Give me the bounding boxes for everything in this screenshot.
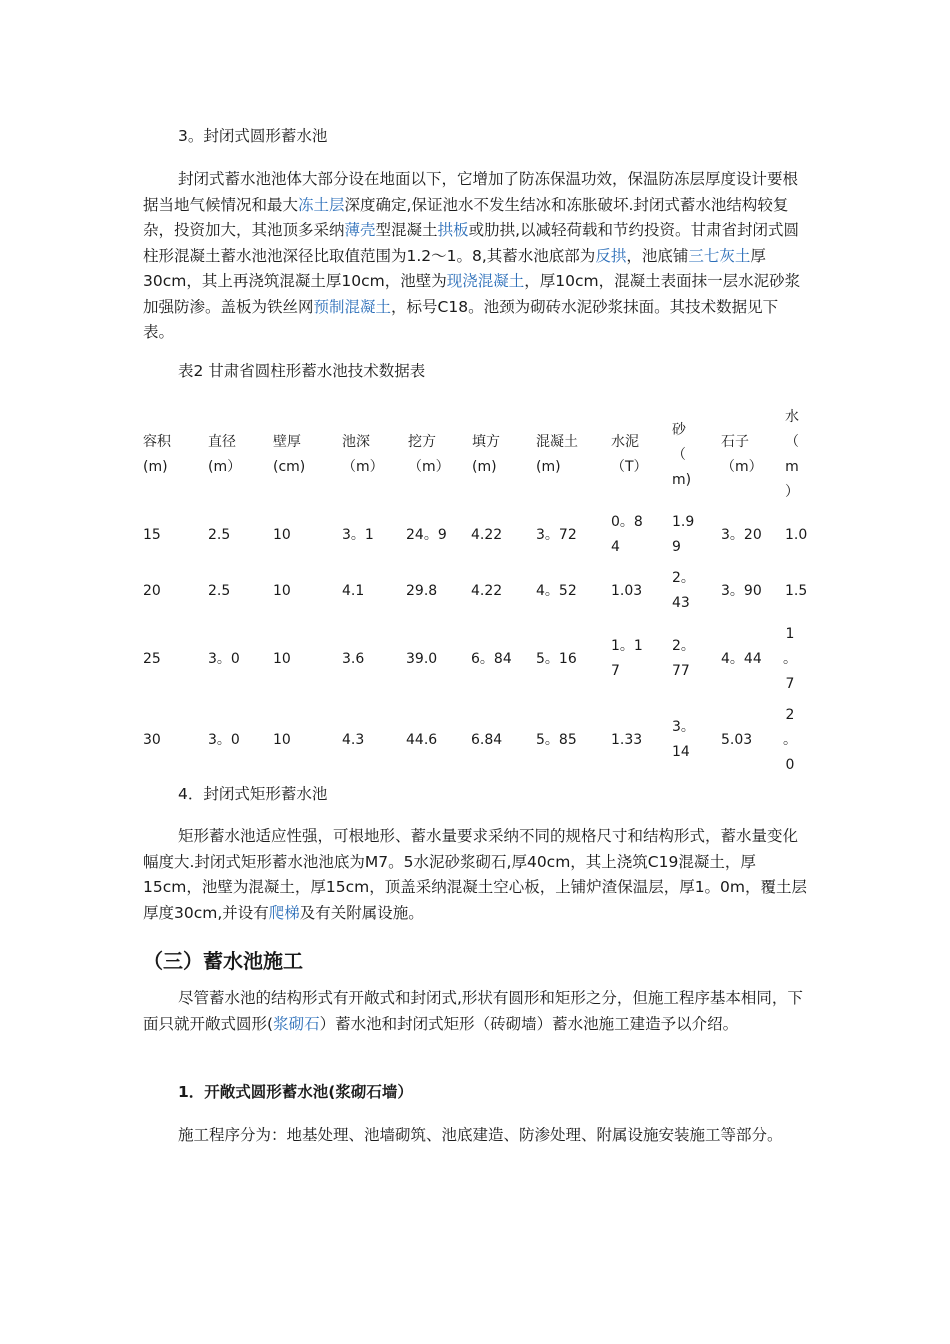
table-cell: 24。9 [406, 527, 447, 543]
table-cell: 4。52 [536, 583, 577, 599]
table-cell: 5.03 [721, 732, 753, 748]
text-run: 型混凝土 [375, 221, 438, 239]
table-cell: 39.0 [406, 651, 438, 667]
text-run: ）蓄水池和封闭式矩形（砖砌墙）蓄水池施工建造予以介绍。 [319, 1014, 739, 1033]
procedure-paragraph: 施工程序分为：地基处理、池墙砌筑、池底建造、防渗处理、附属设施安装施工等部分。 [178, 1126, 783, 1144]
header-concrete: 混凝土 (m) [536, 434, 578, 475]
table-cell: 2。 77 [672, 638, 695, 679]
table-caption: 表2 甘肃省圆柱形蓄水池技术数据表 [178, 362, 426, 380]
table-cell: 29.8 [406, 583, 438, 599]
text-run: ，池底铺 [626, 246, 689, 265]
table-cell: 2。 43 [672, 570, 695, 611]
section-3-title: 3。封闭式圆形蓄水池 [178, 127, 328, 145]
section-4-title: 4．封闭式矩形蓄水池 [178, 785, 328, 803]
header-depth: 池深 （m） [342, 434, 384, 475]
table-cell: 15 [143, 527, 161, 543]
table-cell: 3。0 [208, 732, 240, 748]
table-cell: 3.6 [342, 651, 365, 667]
link-precast-concrete[interactable]: 预制混凝土 [313, 297, 392, 316]
text-run: 厚30cm，其上再浇筑混凝土厚10cm，池壁为 [143, 246, 766, 290]
table-cell: 3。1 [342, 527, 374, 543]
table-cell: 1.9 9 [672, 514, 695, 555]
text-run: ，标号C18。池颈为砌砖水泥砂浆抹面。其技术数据见下表。 [143, 297, 779, 341]
sub-heading: 1．开敞式圆形蓄水池(浆砌石墙） [178, 1083, 413, 1101]
table-cell: 4。44 [721, 651, 762, 667]
section-heading: （三）蓄水池施工 [143, 949, 303, 973]
section-4-paragraph [143, 824, 808, 926]
table-cell: 4.22 [471, 527, 503, 543]
table-cell: 25 [143, 651, 161, 667]
section-3-paragraph [143, 167, 808, 346]
link-ladder[interactable]: 爬梯 [268, 903, 300, 922]
header-excavation: 挖方 （m） [408, 434, 450, 475]
link-frozen-soil[interactable]: 冻土层 [298, 195, 345, 214]
table-cell: 10 [273, 651, 291, 667]
link-thin-shell[interactable]: 薄壳 [344, 221, 376, 239]
table-cell: 10 [273, 527, 291, 543]
table-cell: 4.1 [342, 583, 365, 599]
table-cell: 6.84 [471, 732, 503, 748]
table-cell: 44.6 [406, 732, 438, 748]
table-cell: 2 。 0 [783, 707, 797, 773]
text-run: 及有关附属设施。 [299, 903, 424, 922]
table-cell: 30 [143, 732, 161, 748]
link-arch-slab[interactable]: 拱板 [437, 221, 469, 239]
table-cell: 3。 14 [672, 719, 695, 760]
header-diameter: 直径 (m） [208, 434, 242, 475]
table-cell: 4.3 [342, 732, 365, 748]
table-cell: 1.03 [611, 583, 643, 599]
table-cell: 1.5 [785, 583, 808, 599]
table-cell: 0。8 4 [611, 514, 643, 555]
table-cell: 20 [143, 583, 161, 599]
text-run: 封闭式蓄水池池体大部分设在地面以下，它增加了防冻保温功效，保温防冻层厚度设计要根据当地气候情况和最大 [143, 170, 799, 214]
link-lime-soil[interactable]: 三七灰土 [688, 246, 751, 265]
link-inverted-arch[interactable]: 反拱 [595, 246, 627, 265]
table-cell: 10 [273, 583, 291, 599]
link-mortar-rubble[interactable]: 浆砌石 [273, 1014, 320, 1033]
link-cast-concrete[interactable]: 现浇混凝土 [446, 272, 525, 290]
table-cell: 1。1 7 [611, 638, 643, 679]
text-run: 矩形蓄水池适应性强，可根地形、蓄水量要求采纳不同的规格尺寸和结构形式，蓄水量变化幅度大.封闭式矩形蓄水池池底为M7。5水泥砂浆砌石,厚40cm，其上浇筑C19混凝土，厚15cm，池壁为混凝土，厚15cm，顶盖采纳混凝土空心板，上铺炉渣保温层，厚1。0m，覆土层厚度30cm,并设有 [143, 827, 808, 922]
table-cell: 4.22 [471, 583, 503, 599]
table-cell: 5。85 [536, 732, 577, 748]
text-run: ，厚10cm，混凝土表面抹一层水泥砂浆加强防渗。盖板为铁丝网 [143, 272, 801, 316]
header-gravel: 石子 （m） [721, 434, 763, 475]
header-sand: 砂 （ m) [672, 422, 692, 488]
table-cell: 2.5 [208, 583, 231, 599]
table-cell: 3。20 [721, 527, 762, 543]
table-cell: 3。90 [721, 583, 762, 599]
table-cell: 5。16 [536, 651, 577, 667]
text-run: 尽管蓄水池的结构形式有开敞式和封闭式,形状有圆形和矩形之分，但施工程序基本相同，下面只就开敞式圆形( [143, 989, 803, 1033]
table-cell: 3。0 [208, 651, 240, 667]
table-cell: 2.5 [208, 527, 231, 543]
header-fill: 填方 (m) [472, 434, 500, 475]
table-cell: 10 [273, 732, 291, 748]
table-cell: 1.33 [611, 732, 643, 748]
table-cell: 6。84 [471, 651, 512, 667]
header-cement: 水泥 （T） [611, 434, 648, 475]
table-cell: 3。72 [536, 527, 577, 543]
text-run: 深度确定,保证池水不发生结冰和冻胀破坏.封闭式蓄水池结构较复杂，投资加大，其池顶多采纳 [143, 195, 789, 239]
table-cell: 1 。 7 [783, 626, 797, 692]
header-water: 水 （ m ） [785, 409, 799, 500]
header-volume: 容积 (m) [143, 434, 171, 475]
table-cell: 1.0 [785, 527, 808, 543]
header-wall-thickness: 壁厚 (cm) [273, 434, 306, 475]
construction-intro-paragraph [143, 986, 808, 1037]
text-run: 或肋拱,以减轻荷载和节约投资。甘肃省封闭式圆柱形混凝土蓄水池池深径比取值范围为1.2～1。8,其蓄水池底部为 [143, 221, 799, 265]
